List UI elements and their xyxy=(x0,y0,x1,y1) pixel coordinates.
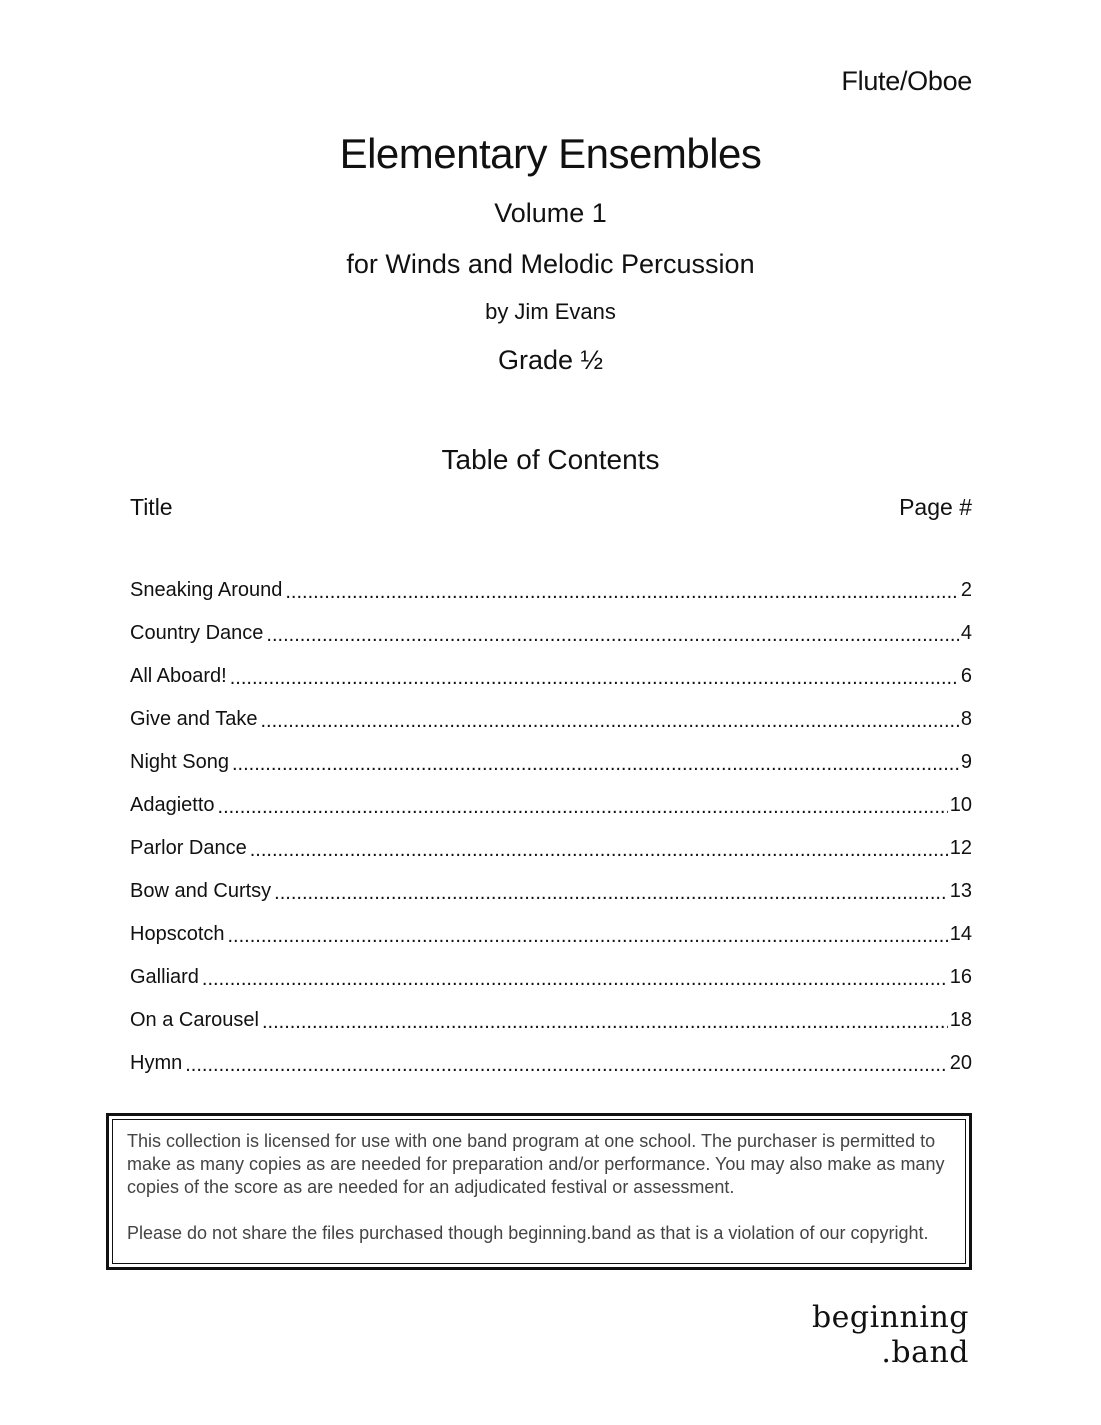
toc-entry xyxy=(130,923,972,966)
toc-entry xyxy=(130,1009,972,1052)
toc-entry-title: Hymn xyxy=(130,1052,183,1074)
toc-column-page: Page # xyxy=(899,494,972,520)
toc-entry-title: Give and Take xyxy=(130,708,258,730)
dot-leader xyxy=(218,796,948,818)
toc-entry-title: Galliard xyxy=(130,966,199,988)
license-notice-inner xyxy=(112,1119,966,1264)
page-title: Elementary Ensembles xyxy=(339,130,762,177)
toc-entry-page: 20 xyxy=(949,1052,972,1074)
copyright-paragraph: Please do not share the files purchased though beginning.band as that is a violation of our copyright. xyxy=(127,1223,929,1243)
toc-entry xyxy=(130,708,972,751)
logo-line-1: beginning xyxy=(811,1300,969,1335)
toc-entry xyxy=(130,1052,972,1095)
toc-entry xyxy=(130,622,972,665)
toc-heading: Table of Contents xyxy=(441,444,660,475)
author: by Jim Evans xyxy=(485,299,616,324)
license-notice-box xyxy=(106,1113,972,1270)
dot-leader xyxy=(232,753,959,775)
dot-leader xyxy=(266,624,958,646)
toc-entry-page: 14 xyxy=(949,923,972,945)
dot-leader xyxy=(274,882,948,904)
dot-leader xyxy=(228,925,948,947)
beginning-band-logo xyxy=(812,1300,969,1370)
logo-line-2: .band xyxy=(881,1335,969,1370)
dot-leader xyxy=(261,710,959,732)
toc-entry-page: 16 xyxy=(949,966,972,988)
grade-label: Grade ½ xyxy=(497,345,604,375)
toc-entry-title: Hopscotch xyxy=(130,923,225,945)
dot-leader xyxy=(250,839,948,861)
toc-entry-page: 8 xyxy=(960,708,972,730)
toc-entry-page: 2 xyxy=(960,579,972,601)
toc-entry-page: 13 xyxy=(949,880,972,902)
toc-entry-title: Sneaking Around xyxy=(130,579,283,601)
toc-entry-page: 12 xyxy=(949,837,972,859)
license-paragraph: This collection is licensed for use with one band program at one school. The purchaser is permitted to make as many copies as are needed for preparation and/or performance. You may also make as many copies of the score as are needed for an adjudicated festival or assessment. xyxy=(127,1131,945,1197)
toc-list xyxy=(130,579,972,1095)
dot-leader xyxy=(185,1054,948,1076)
toc-entry xyxy=(130,579,972,622)
toc-entry-page: 4 xyxy=(960,622,972,644)
dot-leader xyxy=(230,667,959,689)
volume-label: Volume 1 xyxy=(494,198,607,228)
toc-entry-title: Night Song xyxy=(130,751,229,773)
toc-entry xyxy=(130,880,972,923)
toc-column-title: Title xyxy=(130,494,173,520)
toc-entry-title: On a Carousel xyxy=(130,1009,259,1031)
toc-entry-title: Parlor Dance xyxy=(130,837,247,859)
toc-entry-title: Bow and Curtsy xyxy=(130,880,272,902)
toc-entry-page: 6 xyxy=(960,665,972,687)
dot-leader xyxy=(285,581,959,603)
toc-entry-page: 9 xyxy=(960,751,972,773)
dot-leader xyxy=(262,1011,948,1033)
toc-entry-title: Country Dance xyxy=(130,622,264,644)
dot-leader xyxy=(202,968,948,990)
toc-entry-page: 18 xyxy=(949,1009,972,1031)
subtitle: for Winds and Melodic Percussion xyxy=(346,249,755,279)
toc-entry xyxy=(130,665,972,708)
toc-entry-title: All Aboard! xyxy=(130,665,227,687)
instrument-label: Flute/Oboe xyxy=(841,66,972,96)
toc-entry xyxy=(130,966,972,1009)
toc-entry xyxy=(130,794,972,837)
toc-entry-title: Adagietto xyxy=(130,794,215,816)
toc-entry xyxy=(130,837,972,880)
toc-entry-page: 10 xyxy=(949,794,972,816)
toc-entry xyxy=(130,751,972,794)
